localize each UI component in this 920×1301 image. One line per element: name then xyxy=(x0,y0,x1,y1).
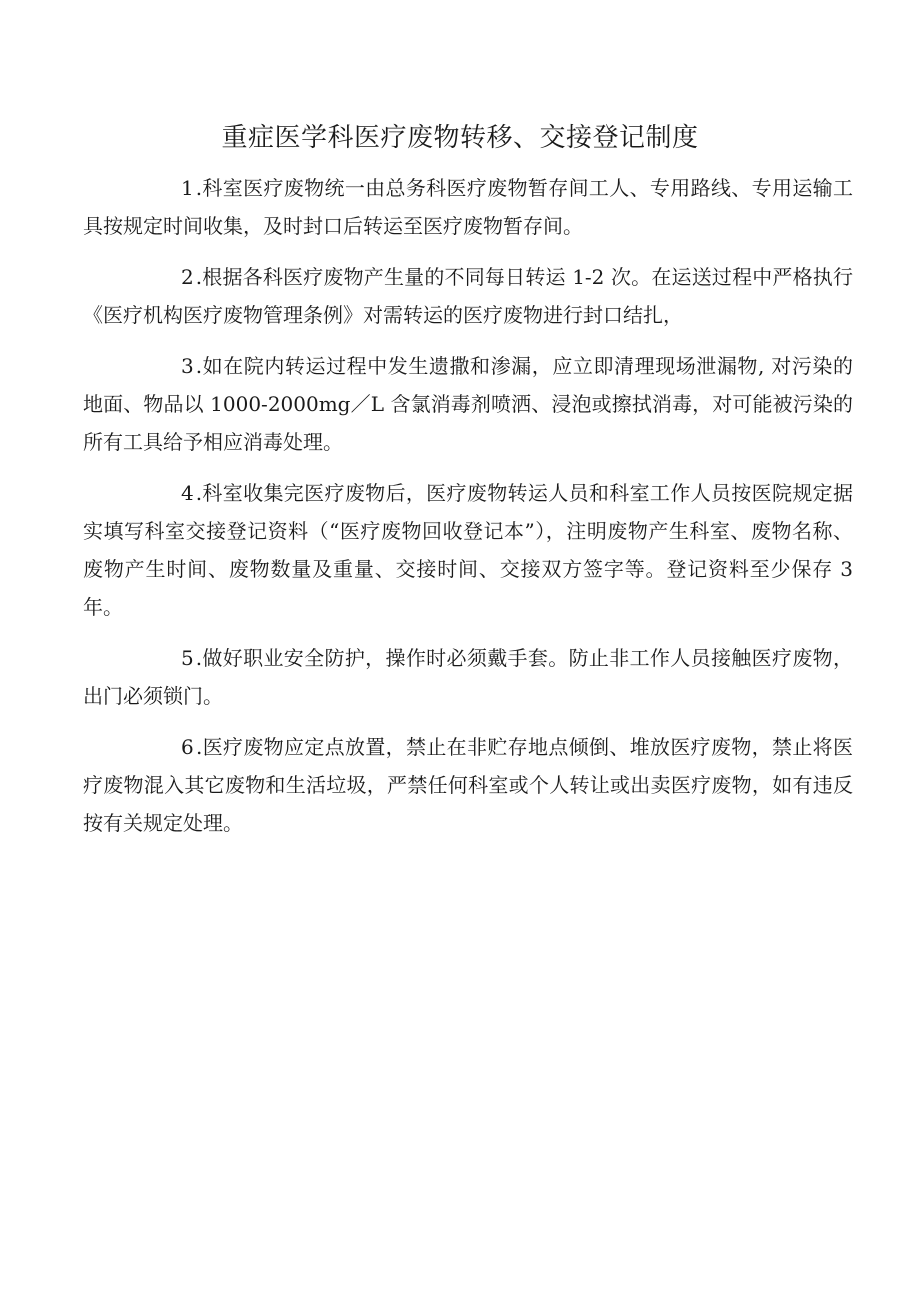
clause-text: .做好职业安全防护，操作时必须戴手套。防止非工作人员接触医疗废物，出门必须锁门。 xyxy=(83,646,853,708)
clause-3 xyxy=(83,347,853,461)
clause-number: 1 xyxy=(181,176,194,200)
clause-text: .根据各科医疗废物产生量的不同每日转运 1-2 次。在运送过程中严格执行《医疗机构医疗废物管理条例》对需转运的医疗废物进行封口结扎， xyxy=(83,265,853,327)
clause-text: .科室收集完医疗废物后，医疗废物转运人员和科室工作人员按医院规定据实填写科室交接登记资料（“医疗废物回收登记本”），注明废物产生科室、废物名称、废物产生时间、废物数量及重量、交接时间、交接双方签字等。登记资料至少保存 3 年。 xyxy=(83,481,853,619)
clause-2 xyxy=(83,258,853,334)
clause-number: 5 xyxy=(181,646,194,670)
clause-number: 4 xyxy=(181,481,194,505)
clause-number: 3 xyxy=(181,354,194,378)
clause-number: 6 xyxy=(181,735,194,759)
clause-text: .如在院内转运过程中发生遗撒和渗漏，应立即清理现场泄漏物, 对污染的地面、物品以 1000-2000mg／L 含氯消毒剂喷洒、浸泡或擦拭消毒，对可能被污染的所有工具给予相应消毒处理。 xyxy=(83,354,853,454)
clause-number: 2 xyxy=(181,265,194,289)
clause-5 xyxy=(83,639,853,715)
document-title: 重症医学科医疗废物转移、交接登记制度 xyxy=(221,123,699,153)
document-body xyxy=(83,169,853,855)
clause-text: .科室医疗废物统一由总务科医疗废物暂存间工人、专用路线、专用运输工具按规定时间收集，及时封口后转运至医疗废物暂存间。 xyxy=(83,176,853,238)
clause-text: .医疗废物应定点放置，禁止在非贮存地点倾倒、堆放医疗废物，禁止将医疗废物混入其它废物和生活垃圾，严禁任何科室或个人转让或出卖医疗废物，如有违反按有关规定处理。 xyxy=(83,735,853,835)
clause-6 xyxy=(83,728,853,842)
clause-4 xyxy=(83,474,853,626)
clause-1 xyxy=(83,169,853,245)
